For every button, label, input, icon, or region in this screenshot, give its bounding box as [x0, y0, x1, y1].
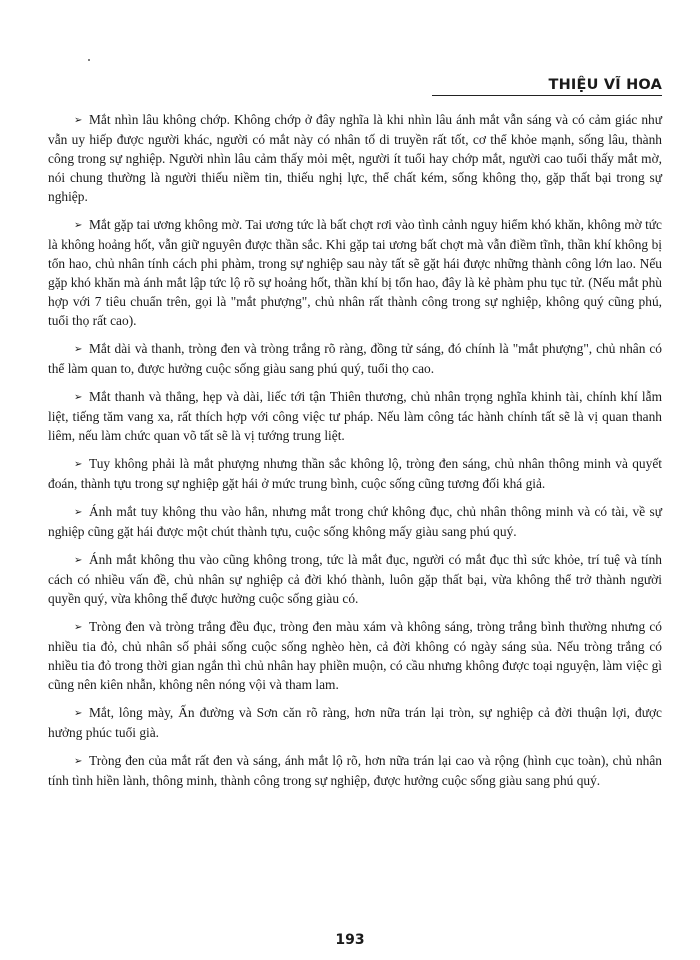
paragraph-text: Mắt nhìn lâu không chớp. Không chớp ở đây nghĩa là khi nhìn lâu ánh mắt vẫn sáng và có cảm giác như vẫn uy hiếp được người khác, người có mắt này có nhân tố di truyền rất tốt, cơ thể khỏe mạnh, sống lâu, thành công trong sự nghiệp. Người nhìn lâu cảm thấy mỏi mệt, người ít tuổi hay chớp mắt, người cao tuổi thấy mắt mờ, nói chung thường là người thiếu niềm tin, thiếu nghị lực, thể chất kém, sống không thọ, gặp thất bại trong sự nghiệp.	[48, 112, 662, 204]
paragraph	[48, 617, 662, 694]
paragraph-text: Tuy không phải là mắt phượng nhưng thần sắc không lộ, tròng đen sáng, chủ nhân thông minh và quyết đoán, thành tựu trong sự nghiệp gặt hái ở mức trung bình, cuộc sống cũng tương đối khá giả.	[48, 456, 662, 491]
paragraph	[48, 751, 662, 790]
arrow-bullet-icon: ➢	[74, 708, 83, 719]
scan-speck	[88, 59, 90, 61]
paragraph-text: Tròng đen và tròng trắng đều đục, tròng đen màu xám và không sáng, tròng trắng bình thường nhưng có nhiều tia đỏ, chủ nhân số phải sống cuộc sống nghèo hèn, cả đời không có ngày sáng sủa. Nếu tròng trắng có nhiều tia đỏ trong thời gian ngắn thì chủ nhân hay phiền muộn, có cầu nhưng không được toại nguyện, làm việc gì cũng nên kiên nhẫn, không nên nóng vội và tham lam.	[48, 619, 662, 692]
running-header: THIỆU VĨ HOA	[432, 76, 662, 96]
paragraph-text: Tròng đen của mắt rất đen và sáng, ánh mắt lộ rõ, hơn nữa trán lại cao và rộng (hình cục toàn), chủ nhân tính tình hiền lành, thông minh, thành công trong sự nghiệp, được hưởng cuộc sống giàu sang phú quý.	[48, 753, 662, 788]
paragraph	[48, 454, 662, 493]
arrow-bullet-icon: ➢	[74, 115, 83, 126]
arrow-bullet-icon: ➢	[74, 555, 83, 566]
paragraph	[48, 502, 662, 541]
page-number: 193	[335, 932, 365, 948]
paragraph	[48, 110, 662, 206]
paragraph-text: Mắt, lông mày, Ấn đường và Sơn căn rõ ràng, hơn nữa trán lại tròn, sự nghiệp cả đời thuận lợi, được hưởng phúc tuổi già.	[48, 705, 662, 740]
arrow-bullet-icon: ➢	[74, 756, 83, 767]
paragraph-text: Mắt dài và thanh, tròng đen và tròng trắng rõ ràng, đồng tử sáng, đó chính là "mắt phượng", chủ nhân có thể làm quan to, được hưởng cuộc sống giàu sang phú quý, tuổi thọ cao.	[48, 341, 662, 376]
arrow-bullet-icon: ➢	[74, 507, 83, 518]
paragraph-text: Mắt thanh và thẳng, hẹp và dài, liếc tới tận Thiên thương, chủ nhân trọng nghĩa khinh tài, chính khí lẫm liệt, tiếng tăm vang xa, rất thích hợp với công việc tư pháp. Nếu làm công tác hành chính tất sẽ là vị quan thanh liêm, nếu làm chức quan võ tất sẽ là vị tướng trung liệt.	[48, 389, 662, 443]
arrow-bullet-icon: ➢	[74, 622, 83, 633]
arrow-bullet-icon: ➢	[74, 459, 83, 470]
paragraph-text: Mắt gặp tai ương không mờ. Tai ương tức là bất chợt rơi vào tình cảnh nguy hiểm khó khăn, không mờ tức là không hoảng hốt, vẫn giữ nguyên được thần sắc. Khi gặp tai ương bất chợt mà vẫn điềm tĩnh, thần khí không bị tổn hao, chủ nhân tính cách phi phàm, trong sự nghiệp sau này tất sẽ gặt hái được những thành công lớn lao. Nếu gặp khó khăn mà ánh mắt lập tức lộ rõ sự hoảng hốt, thần khí bị tổn hao, đây là kẻ phàm phu tục tử. (Nếu mắt phù hợp với 7 tiêu chuẩn trên, gọi là "mắt phượng", chủ nhân rất thành công trong sự nghiệp, không quý cũng phú, tuổi thọ rất cao).	[48, 217, 662, 328]
arrow-bullet-icon: ➢	[74, 220, 83, 231]
paragraph	[48, 215, 662, 330]
paragraph-text: Ánh mắt tuy không thu vào hẳn, nhưng mắt trong chứ không đục, chủ nhân thông minh và có tài, về sự nghiệp cũng gặt hái được một chút thành tựu, cuộc sống không mấy giàu sang phú quý.	[48, 504, 662, 539]
paragraph	[48, 387, 662, 445]
paragraph-text: Ánh mắt không thu vào cũng không trong, tức là mắt đục, người có mắt đục thì sức khỏe, trí tuệ và tính cách có nhiều vấn đề, chủ nhân sự nghiệp cả đời khó thành, luôn gặp thất bại, vừa không thể trở thành người quyền quý, vừa không thể được hưởng cuộc sống giàu có.	[48, 552, 662, 606]
paragraph	[48, 703, 662, 742]
paragraph	[48, 550, 662, 608]
arrow-bullet-icon: ➢	[74, 344, 83, 355]
arrow-bullet-icon: ➢	[74, 392, 83, 403]
paragraph	[48, 339, 662, 378]
page-body	[48, 110, 662, 799]
